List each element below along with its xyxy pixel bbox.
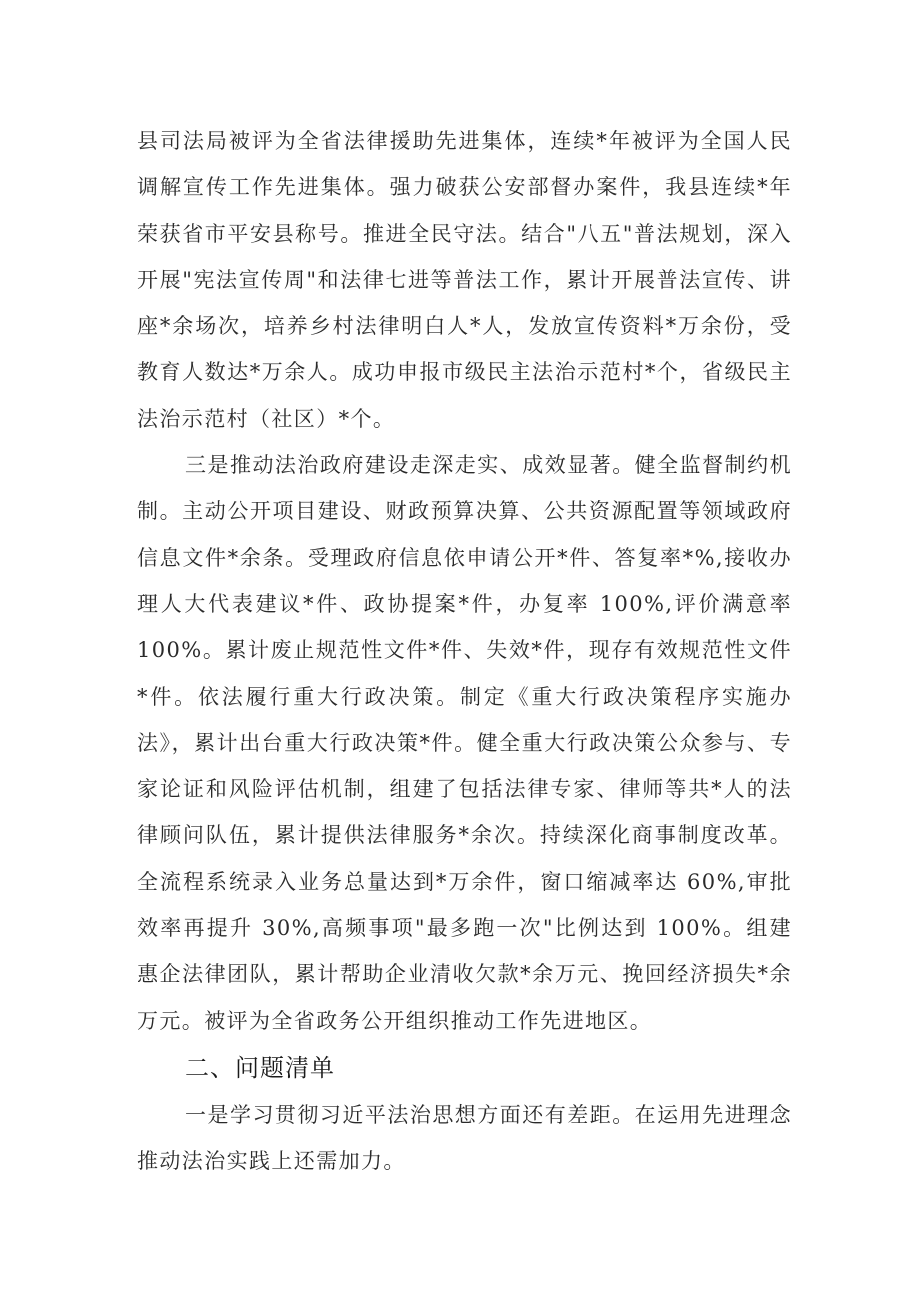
document-body — [137, 118, 792, 1185]
paragraph-rule-of-law-government: 三是推动法治政府建设走深走实、成效显著。健全监督制约机制。主动公开项目建设、财政预算决算、公共资源配置等领域政府信息文件*余条。受理政府信息依申请公开*件、答复率*%,接收办理人大代表建议*件、政协提案*件，办复率 100%,评价满意率 100%。累计废止规范性文件*件、失效*件，现存有效规范性文件*件。依法履行重大行政决策。制定《重大行政决策程序实施办法》，累计出台重大行政决策*件。健全重大行政决策公众参与、专家论证和风险评估机制，组建了包括法律专家、律师等共*人的法律顾问队伍，累计提供法律服务*余次。持续深化商事制度改革。全流程系统录入业务总量达到*万余件，窗口缩减率达 60%,审批效率再提升 30%,高频事项"最多跑一次"比例达到 100%。组建惠企法律团队，累计帮助企业清收欠款*余万元、挽回经济损失*余万元。被评为全省政务公开组织推动工作先进地区。 — [137, 453, 792, 1033]
section-heading-problem-list: 二、问题清单 — [185, 1053, 335, 1082]
paragraph-judicial-achievements: 县司法局被评为全省法律援助先进集体，连续*年被评为全国人民调解宣传工作先进集体。强力破获公安部督办案件，我县连续*年荣获省市平安县称号。推进全民守法。结合"八五"普法规划，深入开展"宪法宣传周"和法律七进等普法工作，累计开展普法宣传、讲座*余场次，培养乡村法律明白人*人，发放宣传资料*万余份，受教育人数达*万余人。成功申报市级民主法治示范村*个，省级民主法治示范村（社区）*个。 — [137, 129, 792, 431]
paragraph-problem-one: 一是学习贯彻习近平法治思想方面还有差距。在运用先进理念推动法治实践上还需加力。 — [137, 1102, 792, 1174]
